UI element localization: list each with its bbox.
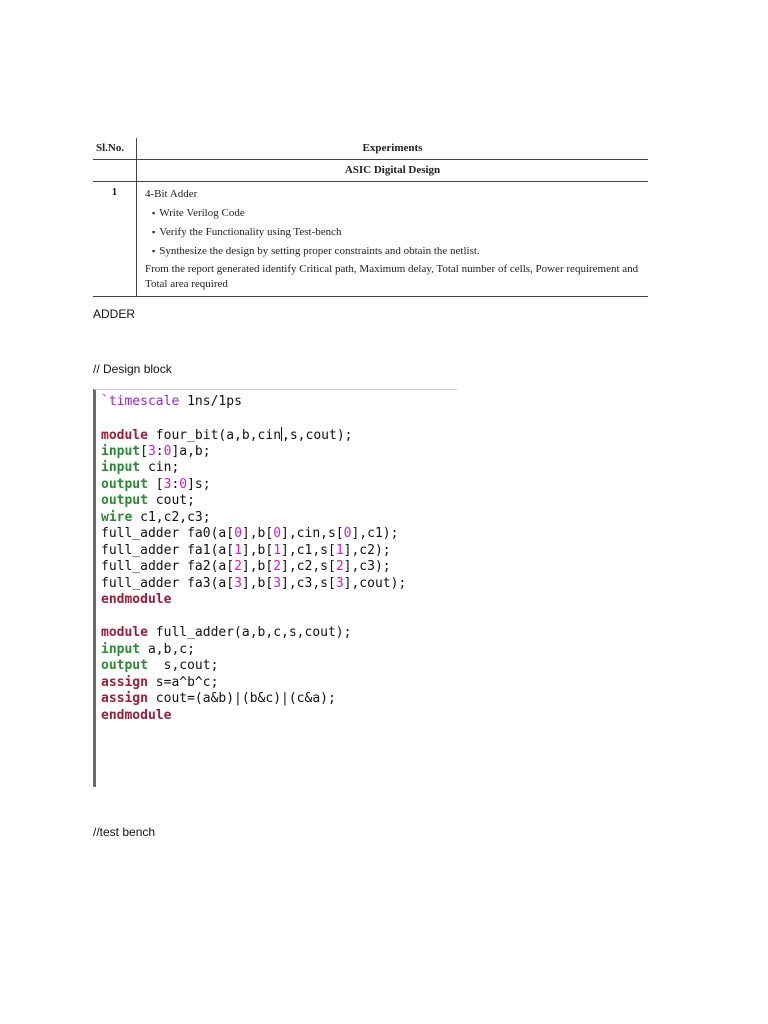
comment-design-block: // Design block <box>93 362 172 376</box>
code-token: input <box>101 641 141 657</box>
code-token: ],c3,s[ <box>281 575 336 591</box>
code-token: 2 <box>335 559 344 574</box>
code-token: ],c1); <box>351 526 399 541</box>
code-token: ],cin,s[ <box>281 526 344 541</box>
code-line <box>101 394 406 411</box>
code-token: assign <box>101 691 148 706</box>
code-token: 1ns/1ps <box>179 394 242 409</box>
code-line <box>101 559 406 576</box>
header-slno: Sl.No. <box>93 138 137 160</box>
code-token: ,s,cout); <box>282 428 353 443</box>
code-line <box>101 427 406 444</box>
code-token: ],c2); <box>343 542 391 558</box>
code-line <box>101 658 406 675</box>
code-token: 3 <box>163 476 172 492</box>
code-token: output <box>101 658 148 673</box>
code-line <box>101 526 406 543</box>
code-line <box>101 691 406 708</box>
code-token: s=a^b^c; <box>147 674 219 690</box>
code-token: full_adder fa2(a[ <box>101 559 235 574</box>
code-token: [ <box>147 476 164 492</box>
code-token: full_adder fa1(a[ <box>101 542 235 558</box>
row-number: 1 <box>93 182 137 297</box>
code-token: ]s; <box>187 476 211 492</box>
code-line <box>101 609 406 626</box>
header-experiments: Experiments <box>137 138 649 160</box>
code-token: 2 <box>234 559 242 574</box>
code-token: input <box>101 443 141 459</box>
code-token: ],b[ <box>241 526 274 541</box>
row-content <box>137 182 649 297</box>
code-token: : <box>155 443 164 459</box>
code-line <box>101 493 406 510</box>
code-token: output <box>101 493 148 508</box>
code-token: four_bit(a,b,cin <box>147 428 282 443</box>
code-token: ]a,b; <box>171 443 211 459</box>
code-token: ],cout); <box>343 575 407 591</box>
code-token: wire <box>101 509 133 525</box>
heading-adder: ADDER <box>93 307 136 321</box>
code-token: module <box>101 428 148 443</box>
code-listing <box>101 394 406 724</box>
code-token: cin; <box>140 460 180 475</box>
code-token: cout=(a&b)|(b&c)|(c&a); <box>147 691 336 706</box>
code-token: 2 <box>273 559 282 574</box>
code-line <box>101 444 406 461</box>
table-header-row <box>93 138 648 160</box>
code-token: full_adder fa3(a[ <box>101 575 235 591</box>
code-token: 1 <box>234 542 242 558</box>
code-line <box>101 460 406 477</box>
code-line <box>101 576 406 593</box>
bullet-item: ▪ Write Verilog Code <box>145 204 648 223</box>
bullet-item: ▪ Synthesize the design by setting proper constraints and obtain the netlist. <box>145 242 648 261</box>
code-token: 0 <box>343 526 352 541</box>
code-token: ],c1,s[ <box>281 542 336 558</box>
code-line <box>101 477 406 494</box>
code-line <box>101 642 406 659</box>
code-token: 3 <box>234 575 242 591</box>
code-token: 3 <box>335 575 344 591</box>
code-token: 3 <box>147 443 156 459</box>
code-line <box>101 708 406 725</box>
code-token: ],c2,s[ <box>281 559 336 574</box>
table-row <box>93 182 648 297</box>
code-screenshot <box>93 389 457 787</box>
comment-test-bench: //test bench <box>93 825 156 839</box>
code-line <box>101 543 406 560</box>
code-line <box>101 592 406 609</box>
code-token: 1 <box>335 542 344 558</box>
code-token: 0 <box>163 443 172 459</box>
code-token: input <box>101 460 141 475</box>
code-line <box>101 411 406 428</box>
code-token: 0 <box>273 526 282 541</box>
table-section-row <box>93 160 648 182</box>
code-token: [ <box>140 443 148 459</box>
code-token: full_adder fa0(a[ <box>101 526 235 541</box>
code-token: ],b[ <box>241 575 274 591</box>
code-token: 3 <box>273 575 282 591</box>
bullet-item: ▪ Verify the Functionality using Test-bench <box>145 223 648 242</box>
code-token: c1,c2,c3; <box>132 509 211 525</box>
code-token: s,cout; <box>147 658 219 673</box>
code-line <box>101 675 406 692</box>
code-token: output <box>101 476 148 492</box>
code-token: `timescale <box>101 394 180 409</box>
experiments-table <box>93 138 648 297</box>
code-token: 0 <box>179 476 188 492</box>
code-token: cout; <box>147 493 195 508</box>
code-token: module <box>101 625 148 640</box>
code-token: endmodule <box>101 707 172 723</box>
code-token: ],c3); <box>343 559 391 574</box>
section-title: ASIC Digital Design <box>137 160 649 182</box>
code-token: full_adder(a,b,c,s,cout); <box>147 625 352 640</box>
code-line <box>101 625 406 642</box>
row-note: From the report generated identify Critical path, Maximum delay, Total number of cells, Power requirement and Total area required <box>145 263 639 290</box>
row-title: 4-Bit Adder <box>145 188 198 200</box>
code-token: a,b,c; <box>140 641 195 657</box>
code-line <box>101 510 406 527</box>
code-token: 0 <box>234 526 242 541</box>
code-token: assign <box>101 674 148 690</box>
code-token: ],b[ <box>241 542 274 558</box>
code-token: ],b[ <box>241 559 274 574</box>
code-token: 1 <box>273 542 282 558</box>
code-token: : <box>171 476 180 492</box>
code-token: endmodule <box>101 592 172 607</box>
